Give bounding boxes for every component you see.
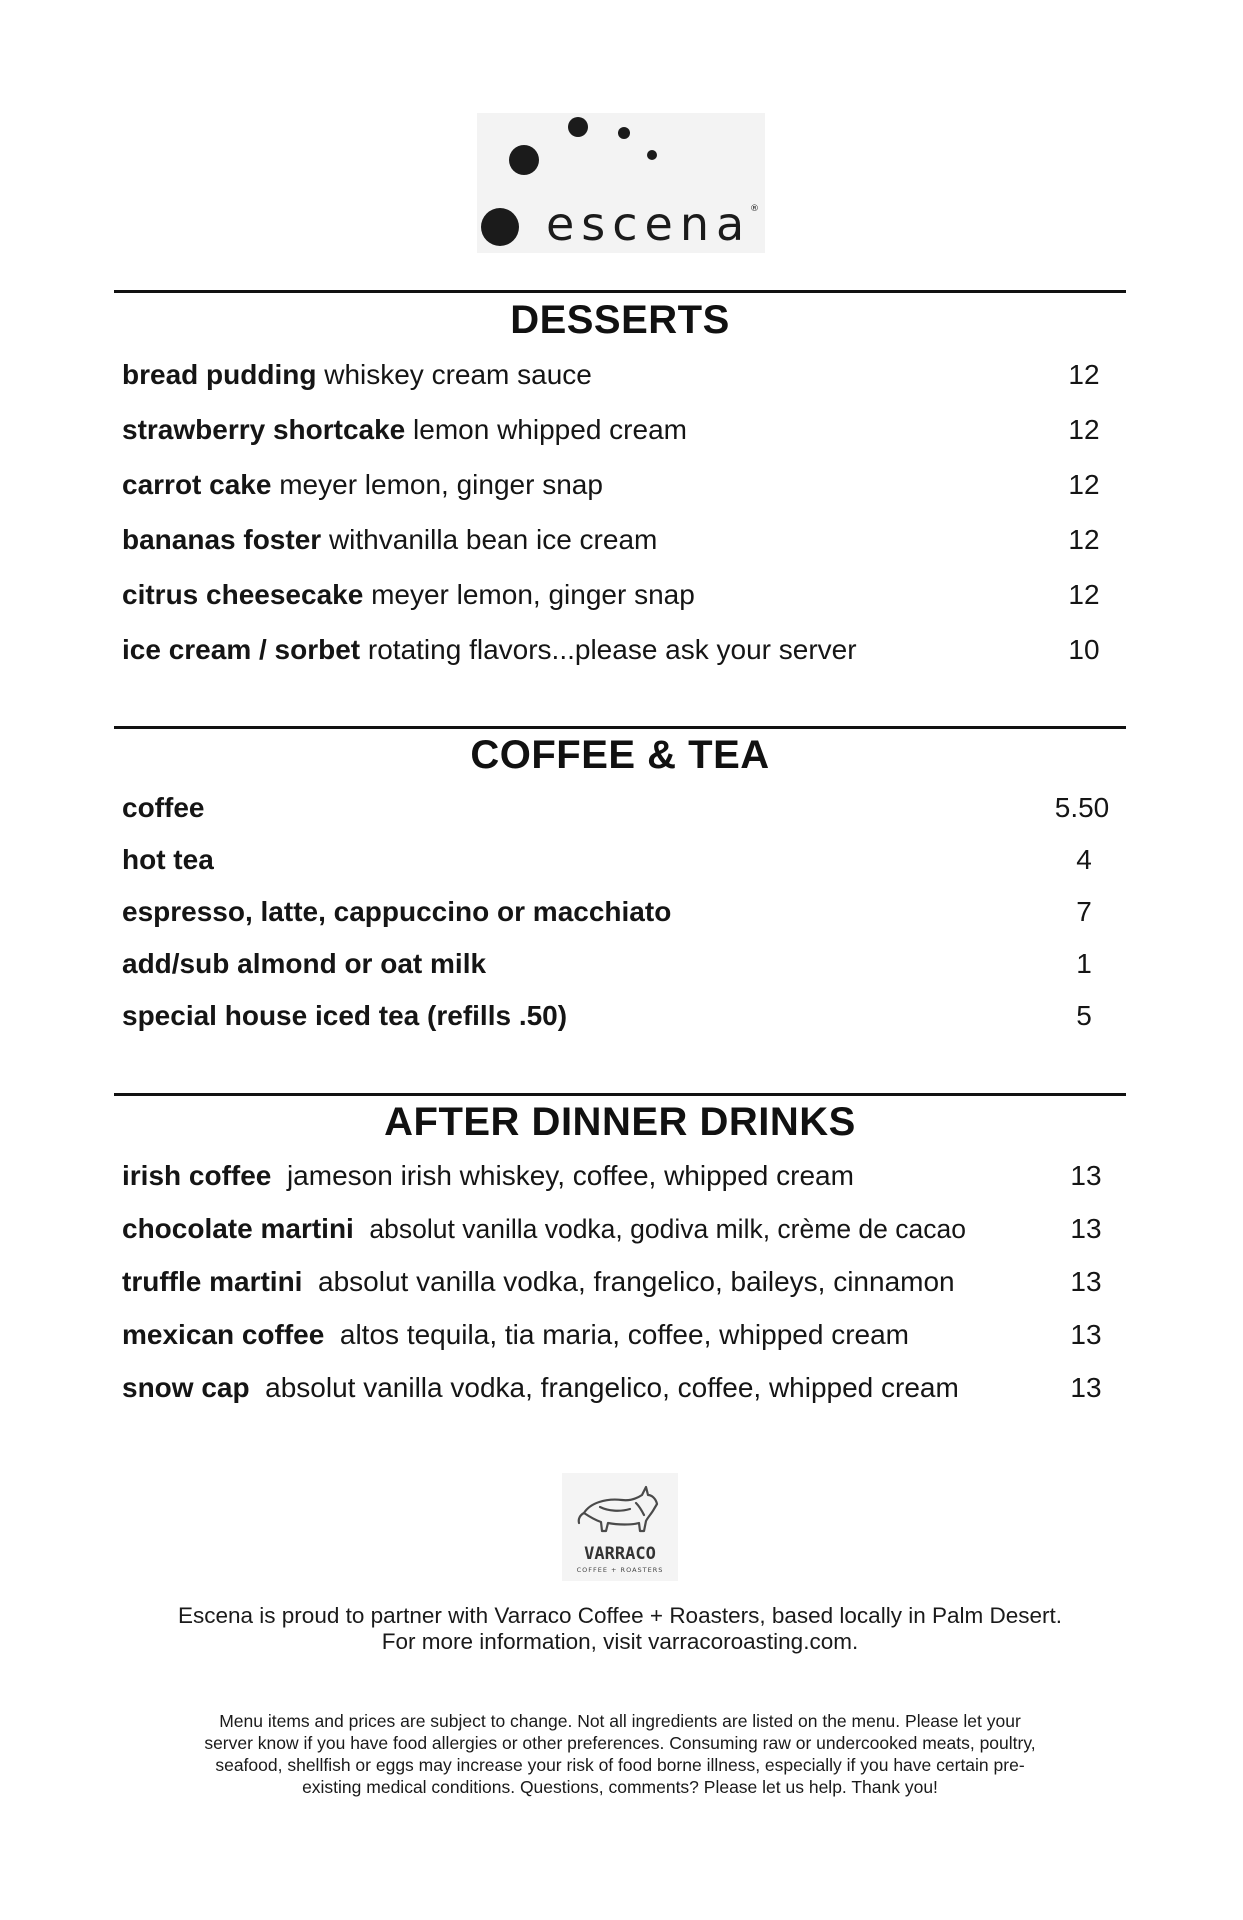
item-description: jameson irish whiskey, coffee, whipped cream <box>286 1160 854 1191</box>
item-price: 13 <box>1070 1160 1102 1191</box>
item-price: 10 <box>1068 634 1100 665</box>
item-description: absolut vanilla vodka, frangelico, coffee, whipped cream <box>265 1372 959 1403</box>
coffee-tea-title: COFFEE & TEA <box>470 733 770 777</box>
partner-line-1 <box>114 1603 1126 1629</box>
item-price: 12 <box>1068 359 1100 390</box>
item-price: 7 <box>1076 896 1092 927</box>
item-price: 12 <box>1068 469 1100 500</box>
partner-brand: Varraco Coffee + Roasters <box>494 1603 760 1628</box>
item-description: lemon whipped cream <box>413 414 687 445</box>
item-description: absolut vanilla vodka, godiva milk, crème de cacao <box>369 1214 966 1244</box>
item-price: 5 <box>1076 1000 1092 1031</box>
coffee-tea-divider <box>114 726 1126 729</box>
item-name: carrot cake <box>122 469 272 500</box>
item-description: altos tequila, tia maria, coffee, whipped cream <box>339 1319 910 1350</box>
item-name: truffle martini <box>122 1266 303 1297</box>
menu-item <box>122 630 1117 670</box>
item-price: 12 <box>1068 414 1100 445</box>
item-name: hot tea <box>122 844 214 875</box>
item-price: 13 <box>1070 1319 1102 1350</box>
menu-item <box>122 1209 1117 1249</box>
menu-item <box>122 410 1117 450</box>
item-name: add/sub almond or oat milk <box>122 948 487 979</box>
disclaimer <box>126 1710 1114 1798</box>
item-name: mexican coffee <box>122 1319 325 1350</box>
item-price: 13 <box>1070 1372 1102 1403</box>
desserts-title: DESSERTS <box>510 298 730 342</box>
item-price: 4 <box>1076 844 1092 875</box>
partner-line-2: For more information, visit varracoroasting.com. <box>381 1629 859 1654</box>
menu-item <box>122 575 1117 615</box>
item-description: meyer lemon, ginger snap <box>371 579 695 610</box>
item-price: 1 <box>1076 948 1092 979</box>
disclaimer-line: Menu items and prices are subject to change. Not all ingredients are listed on the menu. Please let your <box>219 1711 1021 1731</box>
item-price: 12 <box>1068 579 1100 610</box>
menu-item <box>122 1262 1117 1302</box>
partner-intro: Escena is proud to partner with <box>178 1603 495 1628</box>
item-name: citrus cheesecake <box>122 579 364 610</box>
disclaimer-line: server know if you have food allergies or other preferences. Consuming raw or undercooked meats, poultry, <box>204 1733 1036 1753</box>
item-name: bread pudding <box>122 359 317 390</box>
disclaimer-line: seafood, shellfish or eggs may increase your risk of food borne illness, especially if you have certain pre- <box>215 1755 1025 1775</box>
menu-item <box>122 1156 1117 1196</box>
varraco-tagline: COFFEE + ROASTERS <box>576 1566 664 1574</box>
registered-mark: ® <box>750 204 759 214</box>
item-description: withvanilla bean ice cream <box>328 524 658 555</box>
partner-location: , based locally in Palm Desert. <box>759 1603 1062 1628</box>
menu-item <box>122 840 1117 880</box>
menu-item <box>122 520 1117 560</box>
item-description: absolut vanilla vodka, frangelico, baileys, cinnamon <box>318 1266 955 1297</box>
after-dinner-title: AFTER DINNER DRINKS <box>384 1100 856 1144</box>
item-description: meyer lemon, ginger snap <box>279 469 603 500</box>
menu-item <box>122 355 1117 395</box>
item-description: whiskey cream sauce <box>324 359 592 390</box>
escena-wordmark: escena <box>546 197 752 251</box>
menu-item <box>122 1315 1117 1355</box>
varraco-wordmark: VARRACO <box>584 1544 656 1564</box>
item-name: espresso, latte, cappuccino or macchiato <box>122 896 672 927</box>
escena-logo <box>477 113 765 253</box>
menu-item <box>122 788 1117 828</box>
item-name: ice cream / sorbet <box>122 634 361 665</box>
menu-item <box>122 944 1117 984</box>
item-name: special house iced tea (refills .50) <box>122 1000 568 1031</box>
menu-item <box>122 1368 1117 1408</box>
menu-item <box>122 996 1117 1036</box>
after-dinner-divider <box>114 1093 1126 1096</box>
menu-item <box>122 892 1117 932</box>
item-price: 13 <box>1070 1266 1102 1297</box>
item-name: snow cap <box>122 1372 250 1403</box>
item-price: 5.50 <box>1054 792 1110 823</box>
item-description: rotating flavors...please ask your server <box>367 634 857 665</box>
menu-item <box>122 465 1117 505</box>
item-name: coffee <box>122 792 205 823</box>
item-name: chocolate martini <box>122 1213 354 1244</box>
desserts-divider <box>114 290 1126 293</box>
varraco-logo <box>562 1473 678 1581</box>
item-price: 13 <box>1070 1213 1102 1244</box>
item-price: 12 <box>1068 524 1100 555</box>
disclaimer-line: existing medical conditions. Questions, comments? Please let us help. Thank you! <box>302 1777 938 1797</box>
item-name: strawberry shortcake <box>122 414 406 445</box>
item-name: irish coffee <box>122 1160 272 1191</box>
item-name: bananas foster <box>122 524 322 555</box>
